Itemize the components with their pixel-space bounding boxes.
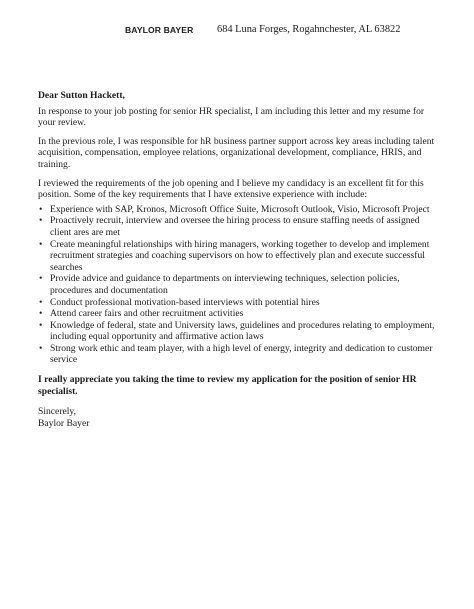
sender-name: BAYLOR BAYER — [125, 25, 194, 35]
closing-statement: I really appreciate you taking the time to review my application for the position of senior HR specialist. — [38, 374, 417, 397]
signature-name: Baylor Bayer — [38, 417, 90, 429]
list-item: • Create meaningful relationships with hiring managers, working together to develop and implement recruitment strategies and coaching supervisors on how to effectively plan and execute successful searches — [50, 239, 440, 274]
list-item: • Proactively recruit, interview and oversee the hiring process to ensure staffing needs of assigned client ares are met — [50, 215, 440, 238]
list-item: • Provide advice and guidance to departments on interviewing techniques, selection policies, procedures and documentation — [50, 273, 440, 296]
experience-list — [38, 204, 440, 366]
paragraph-intro: In response to your job posting for senior HR specialist, I am including this letter and my resume for your review. — [38, 105, 425, 129]
list-item: • Conduct professional motivation-based interviews with potential hires — [50, 297, 440, 309]
paragraph-previous-role: In the previous role, I was responsible for hR business partner support across key areas including talent acquisition, compensation, employee relations, organizational development, compliance, HRIS, and training. — [38, 135, 435, 170]
greeting: Dear Sutton Hackett, — [38, 90, 125, 101]
letter-body — [38, 90, 440, 429]
list-item: • Strong work ethic and team player, with a high level of energy, integrity and dedication to customer service — [50, 343, 440, 366]
signoff: Sincerely, — [38, 406, 77, 418]
list-item: • Knowledge of federal, state and University laws, guidelines and procedures relating to employment, including equal opportunity and affirmative action laws — [50, 320, 440, 343]
list-item: • Attend career fairs and other recruitment activities — [50, 308, 440, 320]
paragraph-requirements: I reviewed the requirements of the job opening and I believe my candidacy is an excellent fit for this position. Some of the key requirements that I have extensive experience with include: — [38, 177, 424, 201]
sender-address: 684 Luna Forges, Rogahnchester, AL 63822 — [217, 24, 401, 35]
list-item: • Experience with SAP, Kronos, Microsoft Office Suite, Microsoft Outlook, Visio, Microsoft Project — [50, 204, 440, 216]
letter-header — [125, 24, 464, 38]
